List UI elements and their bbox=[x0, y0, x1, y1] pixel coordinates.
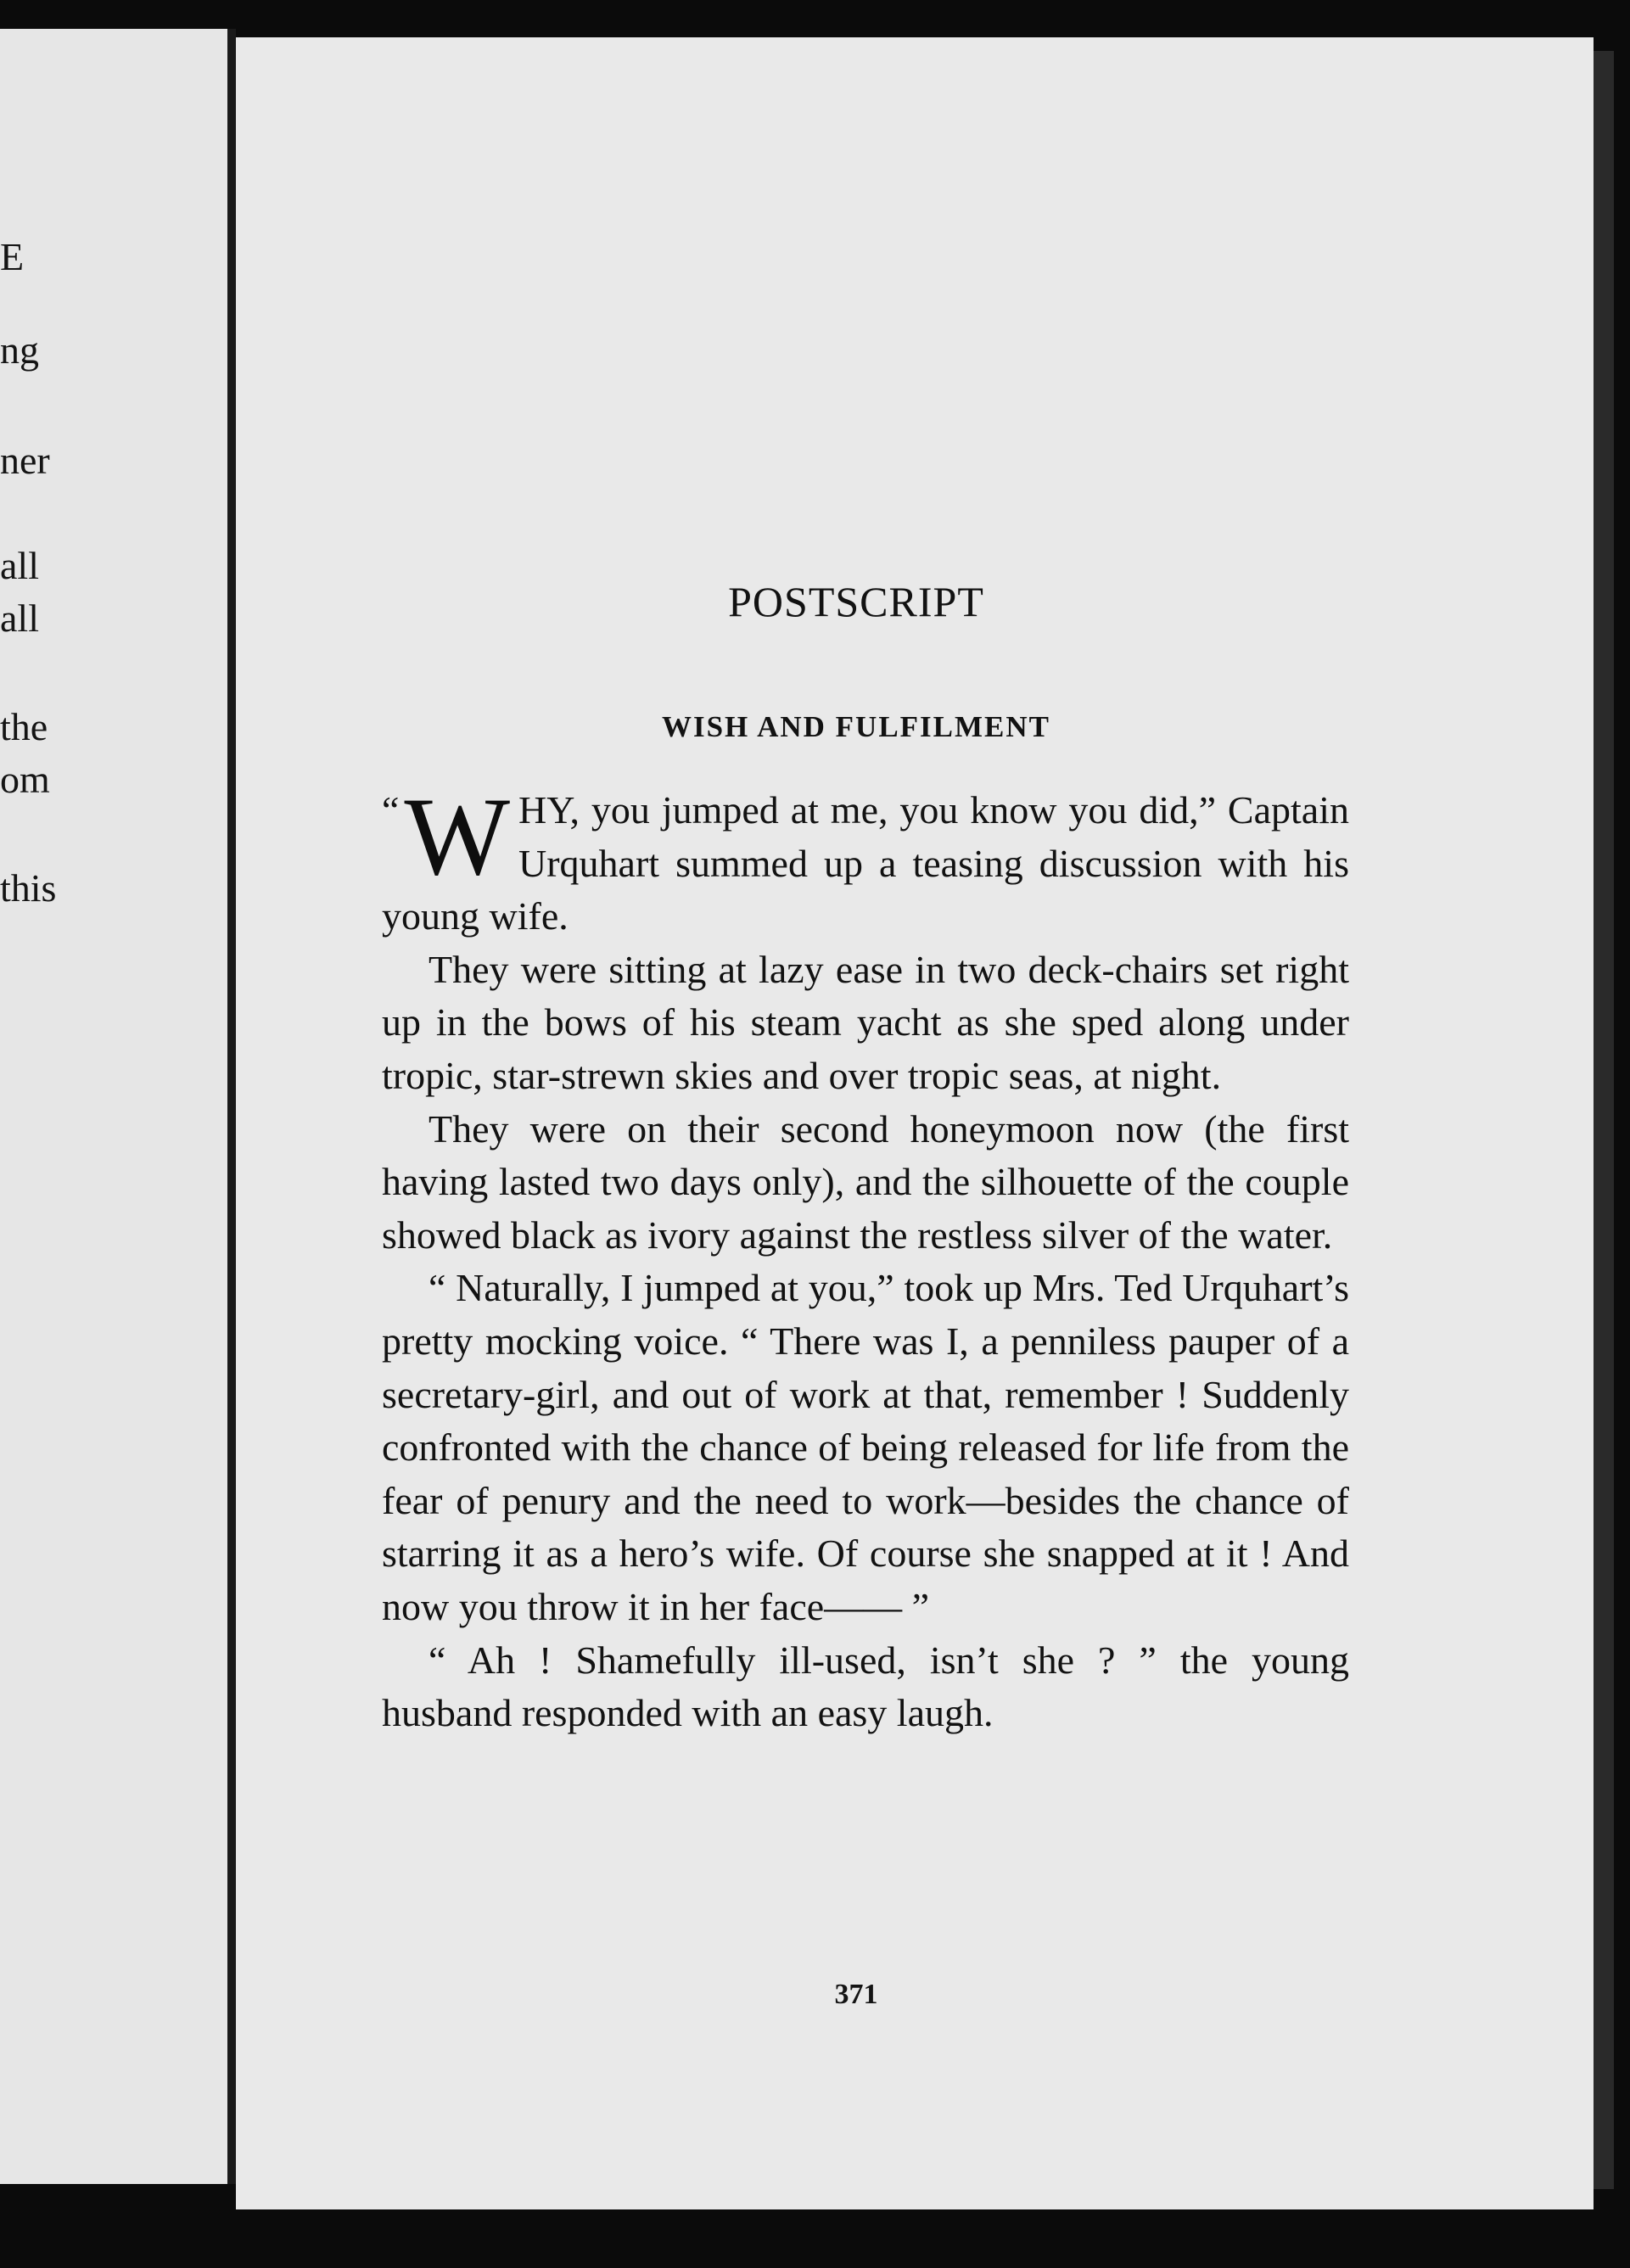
page-number: 371 bbox=[834, 1979, 878, 2010]
previous-page-text-fragment: ner bbox=[0, 439, 50, 482]
paragraph-text: HY, you jumped at me, you know you did,” Captain Urquhart summed up a teasing discussion with his young wife. bbox=[382, 788, 1349, 938]
paragraph: “ Ah ! Shamefully ill-used, isn’t she ? ” the young husband responded with an easy laugh. bbox=[382, 1638, 1349, 1735]
previous-page-text-fragment: the bbox=[0, 705, 48, 748]
drop-cap: W bbox=[404, 774, 511, 899]
current-page bbox=[236, 37, 1594, 2209]
paragraph: “ Naturally, I jumped at you,” took up Mrs. Ted Urquhart’s pretty mocking voice. “ There was I, a penniless pauper of a secretary-girl, and out of work at that, remember ! Suddenly confronted with the chance of being released for life from the fear of penury and the need to work—besides the chance of starring it as a hero’s wife. Of course she snapped at it ! And now you throw it in her face—— ” bbox=[382, 1266, 1349, 1628]
previous-page-text-fragment: om bbox=[0, 758, 50, 801]
chapter-heading: POSTSCRIPT bbox=[728, 578, 984, 625]
previous-page-text-fragment: ng bbox=[0, 328, 39, 372]
previous-page-fragment bbox=[0, 29, 227, 2184]
body-text bbox=[382, 774, 1349, 1740]
previous-page-text-fragment: all bbox=[0, 544, 39, 587]
previous-page-text-fragment: this bbox=[0, 866, 57, 910]
paragraph: They were on their second honeymoon now (the first having lasted two days only), and the silhouette of the couple showed black as ivory against the restless silver of the water. bbox=[382, 1106, 1349, 1257]
book-gutter bbox=[227, 29, 236, 2184]
paragraph: They were sitting at lazy ease in two deck-chairs set right up in the bows of his steam yacht as she sped along under tropic, star-strewn skies and over tropic seas, at night. bbox=[382, 947, 1349, 1097]
page-edge bbox=[1594, 51, 1614, 2189]
previous-page-text-fragment: E bbox=[0, 235, 25, 278]
previous-page-text-fragment: all bbox=[0, 596, 39, 640]
chapter-subheading: WISH AND FULFILMENT bbox=[661, 710, 1051, 743]
paragraph bbox=[382, 774, 1349, 944]
opening-quote: “ bbox=[382, 788, 400, 832]
